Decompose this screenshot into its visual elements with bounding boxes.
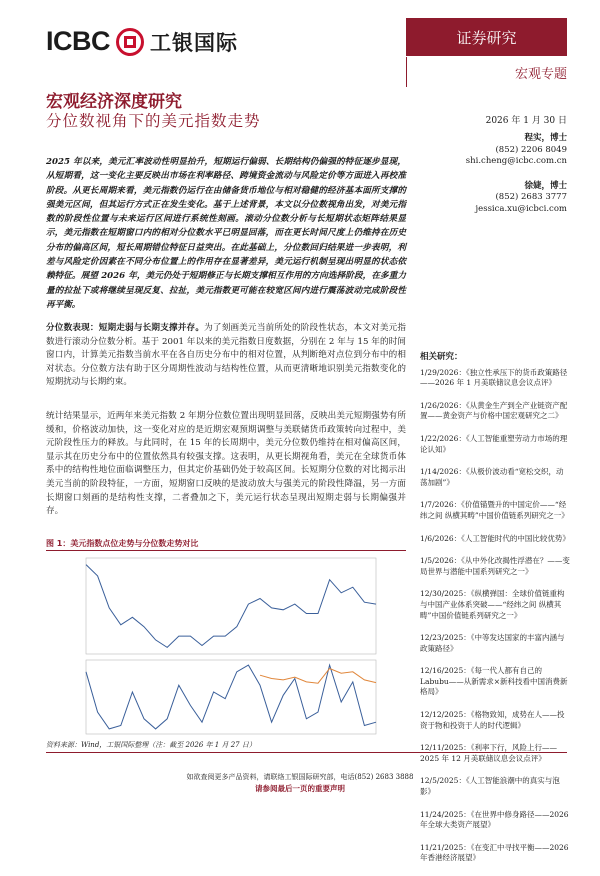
related-link[interactable]: 12/16/2025：《每一代人都有自己的 Labubu——从新需求×新科技看中国消费新格局》 [420, 666, 568, 697]
related-link[interactable]: 1/22/2026：《人工智能重塑劳动力市场的理论认知》 [420, 433, 568, 454]
logo-text-cn: 工银国际 [150, 30, 238, 55]
subject-label: 宏观专题 [514, 67, 567, 82]
figure-rule [46, 550, 406, 551]
logo-text-en: ICBC [46, 26, 110, 56]
author-block [417, 133, 567, 215]
related-link[interactable]: 12/5/2025：《人工智能浪潮中的真实与泡影》 [420, 776, 560, 797]
author-phone: (852) 2206 8049 [495, 144, 567, 155]
author-name: 徐婕，博士 [524, 180, 567, 191]
related-link[interactable]: 12/23/2025：《中等发达国家的丰富内涵与政策路径》 [420, 633, 565, 653]
chart-panel-frame [86, 660, 376, 734]
related-link[interactable]: 1/6/2026：《人工智能时代的中国比较优势》 [420, 533, 570, 543]
author-email[interactable]: shi.cheng@icbc.com.cn [465, 156, 567, 166]
paragraph-text: 统计结果显示，近两年来美元指数 2 年期分位数位置出现明显回落，反映出美元短期强势有所缓和，价格波动加快，这一变化对应的是近期宏观预期调整与美联储货币政策转向过程中，美元阶段性压力的释放。与此同时，在 15 年的长周期中，美元分位数仍维持在相对偏高区间，显示其在历史分布中的位置依然具有较强支撑。这表明，从更长期视角看，美元在全球货币体系中的结构性地位面临调整压力，但其定价基础仍处于较高区间。长短期分位数的对比揭示出美元当前的阶段特征，一方面，短期窗口反映的是波动放大与强美元的阶段性降温，另一方面长期窗口刻画的是结构性支撑，二者叠加之下，美元运行状态呈现出短期走弱与长期偏强并存。 [46, 411, 406, 517]
author-email[interactable]: jessica.xu@icbci.com [475, 203, 567, 214]
related-link[interactable]: 1/7/2026：《价值锚暨升的中国定价——“经纬之间 纵横其畴”中国价值链系列研究之一》 [420, 500, 569, 520]
related-link[interactable]: 1/26/2026：《从黄金生产到全产业链资产配置——黄金资产与价格中国宏观研究之二》 [420, 400, 568, 421]
header-divider [406, 57, 407, 87]
figure-source: 资料来源：Wind，工银国际整理（注：截至 2026 年 1 月 27 日） [46, 741, 256, 749]
dollar-index-chart [46, 552, 406, 740]
related-link[interactable]: 1/5/2026：《从中外化改揭性浮潜在？——变局世界与潜能中国系列研究之一》 [420, 556, 570, 576]
footer-rule [46, 752, 567, 753]
figure-title: 图 1：美元指数点位走势与分位数走势对比 [46, 539, 199, 548]
series-line [86, 565, 376, 648]
related-research [420, 352, 570, 876]
related-link[interactable]: 12/12/2025：《格物致知，成势在人——投资于物和投资于人的时代逻辑》 [420, 710, 565, 730]
related-heading: 相关研究： [420, 352, 463, 362]
related-link[interactable]: 11/21/2025：《在变汇中寻找平衡——2026 年香港经济展望》 [420, 842, 569, 863]
footer-disclaimer: 请参阅最后一页的重要声明 [255, 784, 345, 793]
footer-contact: 如欲查阅更多产品资料，请联络工银国际研究部，电话(852) 2683 3888 [186, 773, 414, 781]
related-link[interactable]: 11/24/2025：《在世界中修身路径——2026 年全球大类资产展望》 [420, 809, 569, 830]
paragraph-text: 为了刻画美元当前所处的阶段性状态，本文对美元指数进行滚动分位数分析。基于 2001 年以来的美元指数日度数据，分别在 2 年与 15 年的时间窗口内，计算美元指数当前水平在各自历史分布中的相对位置，从判断绝对点位到分布中的相对状态。分位数方法有助于区分周期性波动与结构性位置，从而更清晰地识别美元指数变化的短期扰动与长期约束。 [46, 323, 406, 388]
related-link[interactable]: 1/29/2026：《独立性承压下的货币政策路径——2026 年 1 月美联储议息会议点评》 [420, 367, 568, 388]
category-banner: 证券研究 [406, 18, 567, 56]
paragraph-lead: 分位数表现：短期走弱与长期支撑并存。 [46, 323, 205, 333]
icbc-logo [46, 26, 238, 57]
related-link[interactable]: 12/11/2025：《利率下行，风险上行——2025 年 12 月美联储议息会议点评》 [420, 743, 557, 763]
body-paragraph [46, 410, 406, 519]
author-name: 程实，博士 [524, 133, 567, 143]
author-phone: (852) 2683 3777 [495, 192, 567, 202]
icbc-seal-icon [116, 28, 144, 56]
report-date: 2026 年 1 月 30 日 [485, 116, 567, 126]
series-line [86, 665, 376, 729]
related-link[interactable]: 1/14/2026：《从极价波动看“宽松交织，动荡加剧”》 [420, 467, 564, 487]
related-link[interactable]: 12/30/2025：《纵横弹国：全球价值链重构与中国产业体系突破——“经纬之间 纵横其畴”中国价值链系列研究之一》 [420, 589, 565, 620]
executive-summary: 2025 年以来，美元汇率波动性明显抬升，短期运行偏弱、长期结构仍偏强的特征逐步显现，从短期看，这一变化主要反映出市场在利率路径、跨境资金流动与风险定价等方面进入再校准阶段。从更长周期来看，美元指数仍运行在由储备货币地位与相对稳健的经济基本面所支撑的强美元区间，但其运行方式正在发生变化。基于上述背景，本文以分位数视角出发，对美元指数的阶段性位置与未来运行区间进行系统性刻画。滚动分位数分析与长短期状态矩阵结果显示，美元指数在短期窗口内的相对分位数水平已明显回落，而在更长时间尺度上仍维持在历史分布的偏高区间，短长周期错位特征日益突出。在此基础上，分位数回归结果进一步表明，利差与风险定价因素在不同分布位置上的作用存在显著差异，美元运行机制呈现出明显的状态依赖特征。展望 2026 年，美元仍处于短期修正与长期支撑相互作用的方向选择阶段，在多重力量的拉扯下或将继续呈现反复、拉扯，美元指数更可能在较宽区间内进行震荡波动完成阶段性再平衡。 [46, 157, 406, 310]
report-title: 宏观经济深度研究 [46, 92, 182, 112]
series-line [260, 669, 376, 684]
report-subtitle: 分位数视角下的美元指数走势 [46, 112, 261, 130]
body-paragraph [46, 322, 406, 390]
chart-panel-frame [86, 558, 376, 654]
